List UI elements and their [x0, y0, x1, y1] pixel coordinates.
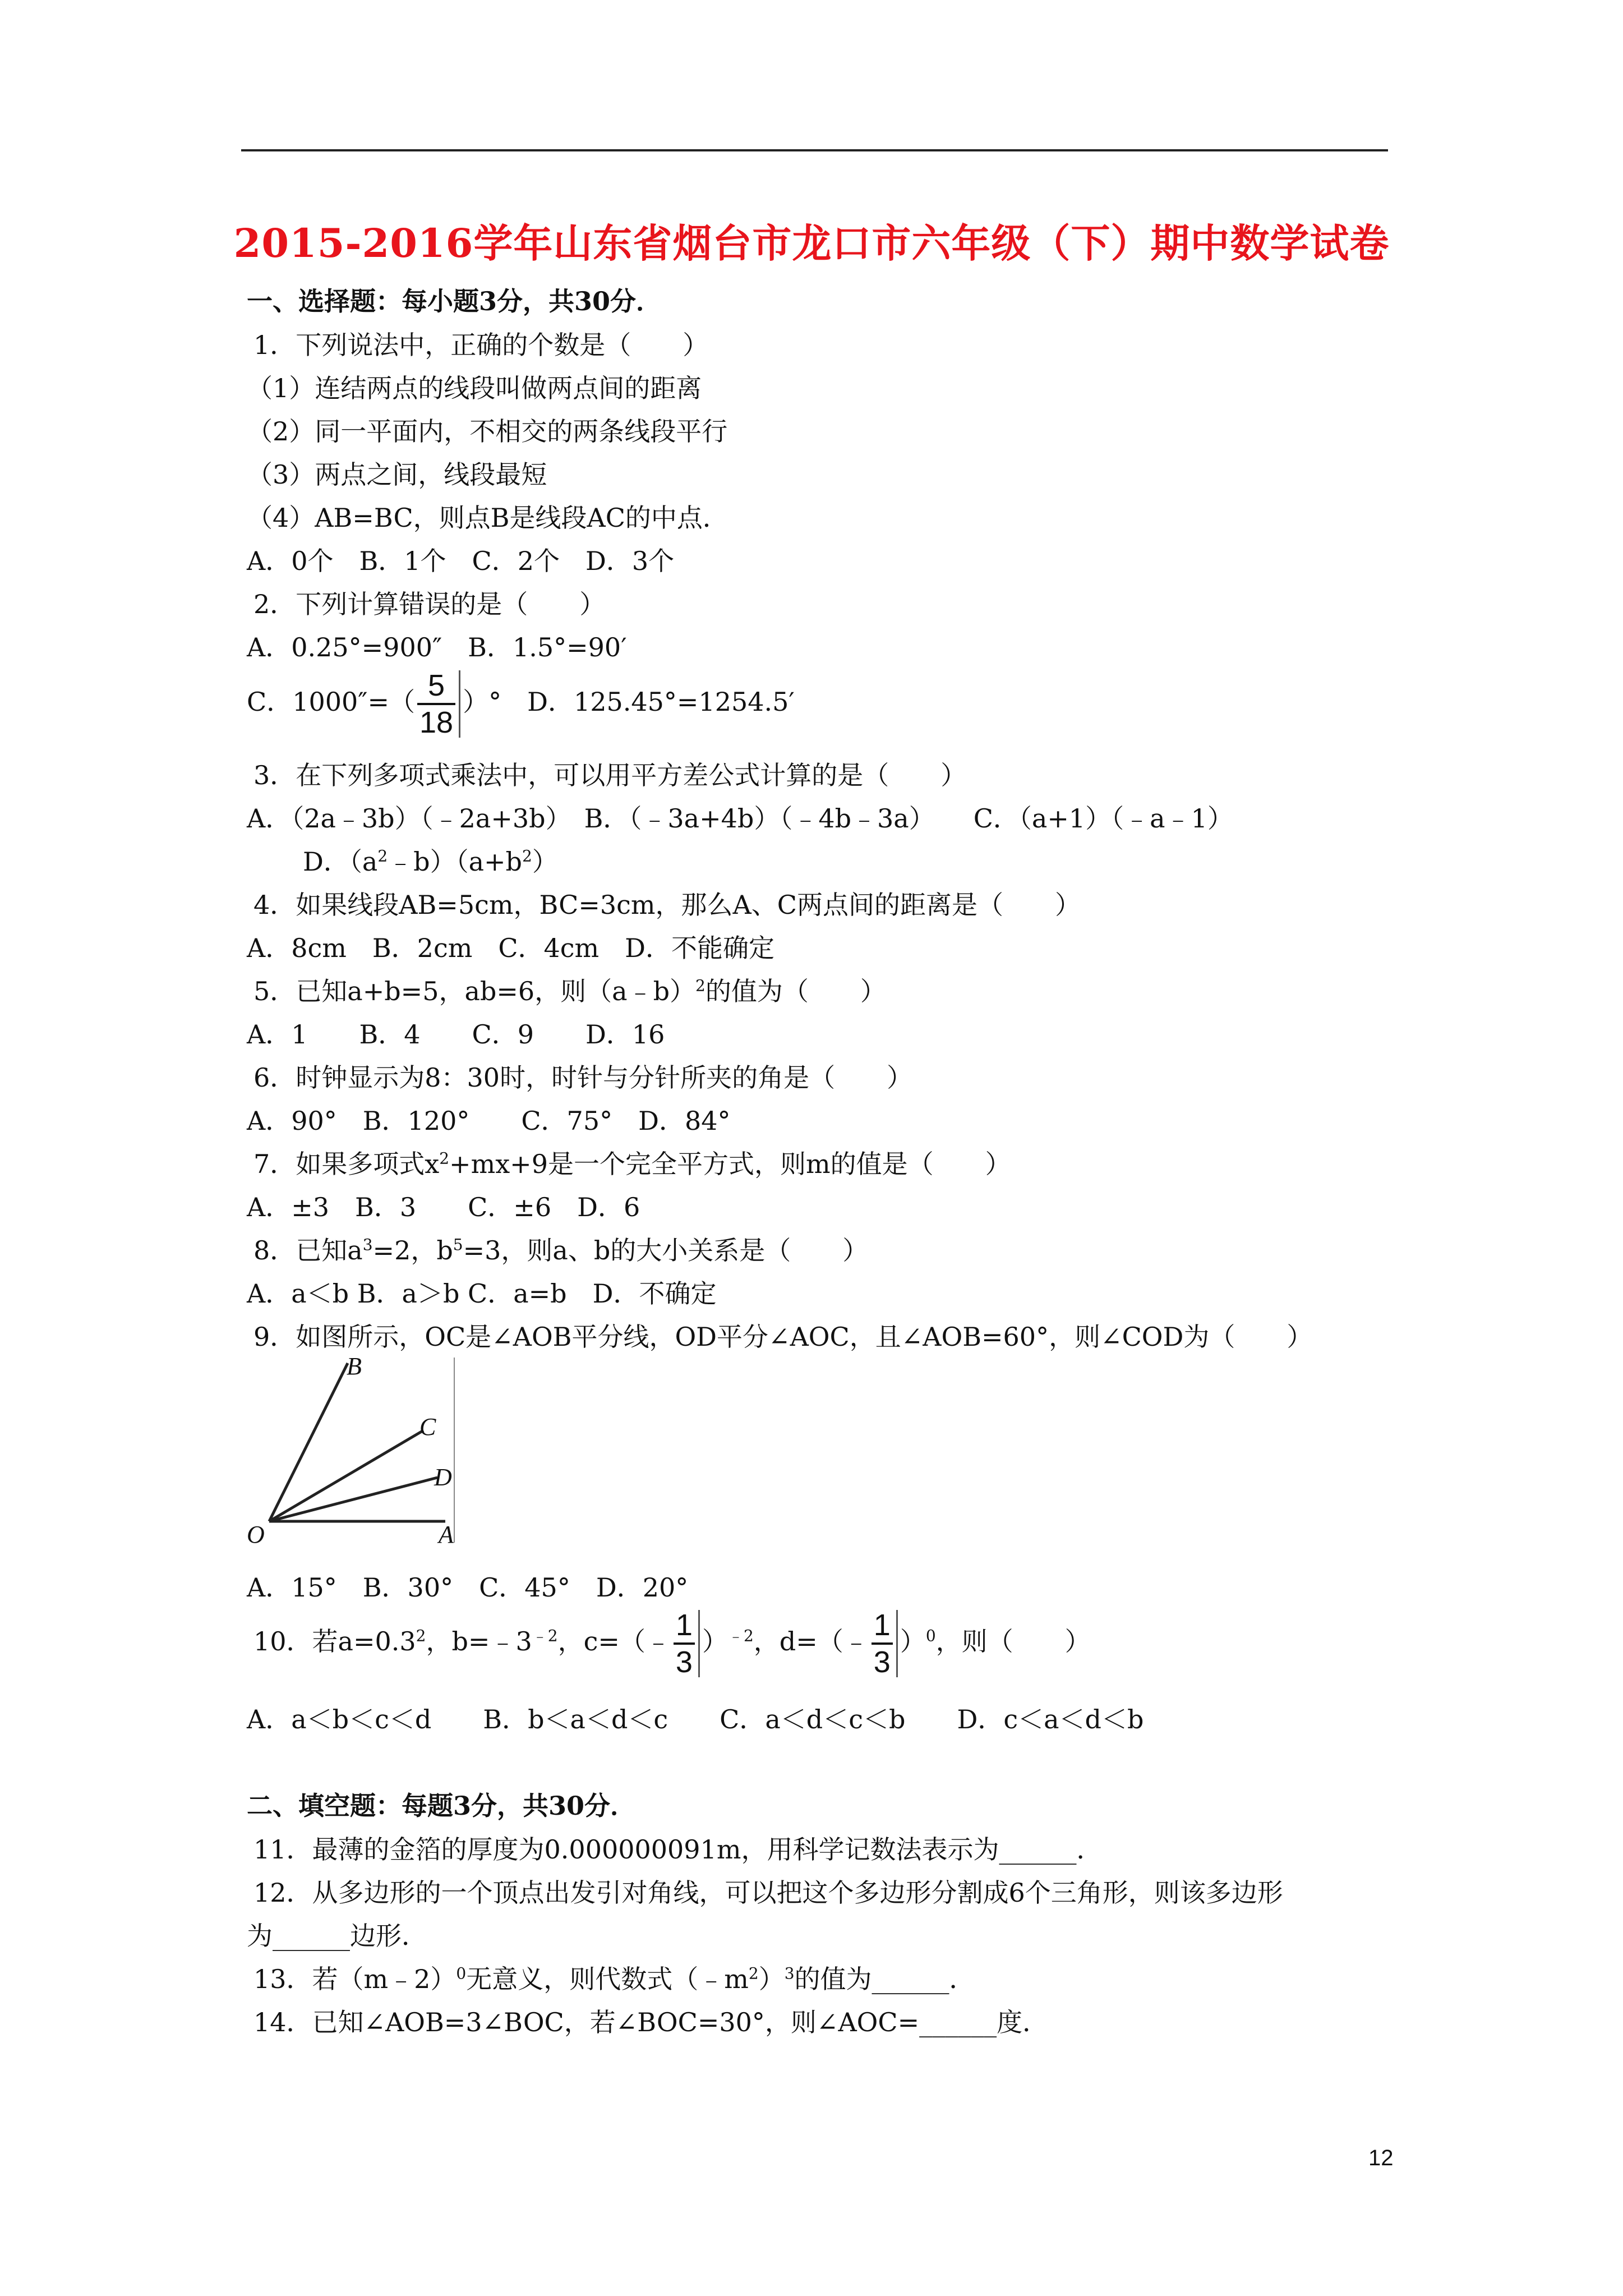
q10-sup3: ﹣2 — [727, 1626, 754, 1645]
q7-stem-sup: 2 — [439, 1149, 450, 1168]
q2-option-c-d — [247, 670, 795, 738]
label-o: O — [247, 1521, 265, 1548]
q7-stem-part2: +mx+9是一个完全平方式，则m的值是（ ） — [449, 1149, 1011, 1179]
q1-statement-4: （4）AB=BC，则点B是线段AC的中点． — [247, 503, 728, 533]
q3-d-part2: ﹣b）（a+b — [388, 846, 523, 877]
q7-stem — [253, 1149, 1011, 1180]
q10-part5: ，d=（﹣ — [753, 1626, 869, 1657]
q10-sup4: 0 — [925, 1626, 936, 1645]
q2-options-ab: A．0.25°=900″ B．1.5°=90′ — [247, 632, 627, 662]
page-number: 12 — [1368, 2146, 1394, 2170]
q3-d-sup1: 2 — [377, 846, 388, 866]
label-b: B — [347, 1352, 362, 1380]
q12-stem-line2: 为______边形． — [247, 1921, 427, 1951]
q10-part4: ） — [702, 1626, 728, 1657]
q8-sup-a: 3 — [362, 1235, 373, 1254]
q2-stem: 2．下列计算错误的是（ ） — [253, 589, 606, 619]
q10-part3: ，c=（﹣ — [557, 1626, 671, 1657]
q10-d-fraction — [872, 1610, 898, 1677]
q13-sup3: 3 — [784, 1964, 795, 1983]
q11-stem: 11．最薄的金箔的厚度为0.000000091m，用科学记数法表示为______． — [253, 1834, 1103, 1865]
q10-part6: ） — [900, 1626, 926, 1657]
q8-options: A．a＜b B．a＞b C．a=b D．不确定 — [247, 1278, 717, 1309]
q9-options: A．15° B．30° C．45° D．20° — [247, 1572, 689, 1603]
q8-stem-part1: 8．已知a — [253, 1235, 363, 1266]
q10-stem — [253, 1610, 1091, 1677]
q10-c-den: 3 — [675, 1645, 693, 1679]
q3-d-part1: D．（a — [303, 846, 378, 877]
q2-c-prefix: C．1000″=（ — [247, 687, 415, 717]
q13-sup1: 0 — [456, 1964, 467, 1983]
q2-frac-num: 5 — [417, 670, 455, 705]
exam-title: 2015-2016学年山东省烟台市龙口市六年级（下）期中数学试卷 — [233, 220, 1390, 266]
section-2-heading: 二、填空题：每题3分，共30分． — [247, 1791, 637, 1821]
q13-part1: 13．若（m﹣2） — [253, 1964, 457, 1994]
q10-c-fraction — [674, 1610, 700, 1677]
label-c: C — [419, 1413, 436, 1441]
q6-stem: 6．时钟显示为8：30时，时针与分针所夹的角是（ ） — [253, 1062, 913, 1093]
q5-stem — [253, 976, 886, 1007]
q5-options: A．1 B．4 C．9 D．16 — [247, 1019, 665, 1050]
q10-c-num: 1 — [674, 1610, 695, 1645]
q10-sup1: 2 — [416, 1626, 426, 1645]
q8-stem — [253, 1235, 868, 1266]
q13-sup2: 2 — [748, 1964, 759, 1983]
q10-sup2: ﹣2 — [532, 1626, 558, 1645]
q1-stem: 1．下列说法中，正确的个数是（ ） — [253, 330, 709, 360]
q1-options: A．0个 B．1个 C．2个 D．3个 — [247, 546, 675, 576]
label-d: D — [434, 1464, 452, 1491]
q7-options: A．±3 B．3 C．±6 D．6 — [247, 1192, 640, 1222]
q2-frac-den: 18 — [419, 706, 454, 739]
q1-statement-1: （1）连结两点的线段叫做两点间的距离 — [247, 373, 702, 403]
q13-part3: ） — [758, 1964, 785, 1994]
q10-part1: 10．若a=0.3 — [253, 1626, 416, 1657]
q1-statement-2: （2）同一平面内，不相交的两条线段平行 — [247, 416, 728, 447]
q10-options: A．a＜b＜c＜d B．b＜a＜d＜c C．a＜d＜c＜b D．c＜a＜d＜b — [247, 1704, 1144, 1734]
q5-stem-part2: 的值为（ ） — [705, 976, 886, 1006]
q13-stem — [253, 1964, 975, 1995]
q10-part2: ，b=﹣3 — [426, 1626, 532, 1657]
q3-stem: 3．在下列多项式乘法中，可以用平方差公式计算的是（ ） — [253, 760, 967, 790]
q8-sup-b: 5 — [453, 1235, 463, 1254]
header-rule — [241, 149, 1388, 151]
q13-part2: 无意义，则代数式（﹣m — [466, 1964, 749, 1994]
q3-d-part3: ） — [532, 846, 558, 877]
q4-stem: 4．如果线段AB=5cm，BC=3cm，那么A、C两点间的距离是（ ） — [253, 890, 1081, 920]
q10-part7: ，则（ ） — [935, 1626, 1091, 1657]
q2-c-suffix: ）° D．125.45°=1254.5′ — [463, 687, 795, 717]
q1-statement-3: （3）两点之间，线段最短 — [247, 459, 547, 490]
q7-stem-part1: 7．如果多项式x — [253, 1149, 440, 1179]
q9-angle-figure — [241, 1352, 477, 1554]
q10-d-den: 3 — [873, 1645, 891, 1679]
q3-d-sup2: 2 — [522, 846, 532, 866]
q10-d-num: 1 — [872, 1610, 893, 1645]
q5-stem-sup: 2 — [695, 976, 706, 995]
q6-options: A．90° B．120° C．75° D．84° — [247, 1106, 731, 1136]
ray-od — [269, 1478, 437, 1521]
section-1-heading: 一、选择题：每小题3分，共30分． — [247, 286, 662, 316]
q2-fraction — [417, 670, 460, 738]
q5-stem-part1: 5．已知a+b=5，ab=6，则（a﹣b） — [253, 976, 696, 1006]
q4-options: A．8cm B．2cm C．4cm D．不能确定 — [247, 933, 775, 963]
q9-stem: 9．如图所示，OC是∠AOB平分线，OD平分∠AOC，且∠AOB=60°，则∠COD为（ ） — [253, 1322, 1313, 1352]
q3-options-abc: A．（2a﹣3b）（﹣2a+3b） B．（﹣3a+4b）（﹣4b﹣3a） C．（a+1）（﹣a﹣1） — [247, 803, 1233, 834]
q8-stem-part3: =3，则a、b的大小关系是（ ） — [463, 1235, 869, 1266]
label-a: A — [439, 1521, 454, 1548]
q3-option-d — [303, 846, 558, 877]
q8-stem-part2: =2，b — [372, 1235, 453, 1266]
q13-part4: 的值为______． — [794, 1964, 975, 1994]
q12-stem-line1: 12．从多边形的一个顶点出发引对角线，可以把这个多边形分割成6个三角形，则该多边形 — [253, 1878, 1283, 1908]
q14-stem: 14．已知∠AOB=3∠BOC，若∠BOC=30°，则∠AOC=______度． — [253, 2007, 1049, 2037]
